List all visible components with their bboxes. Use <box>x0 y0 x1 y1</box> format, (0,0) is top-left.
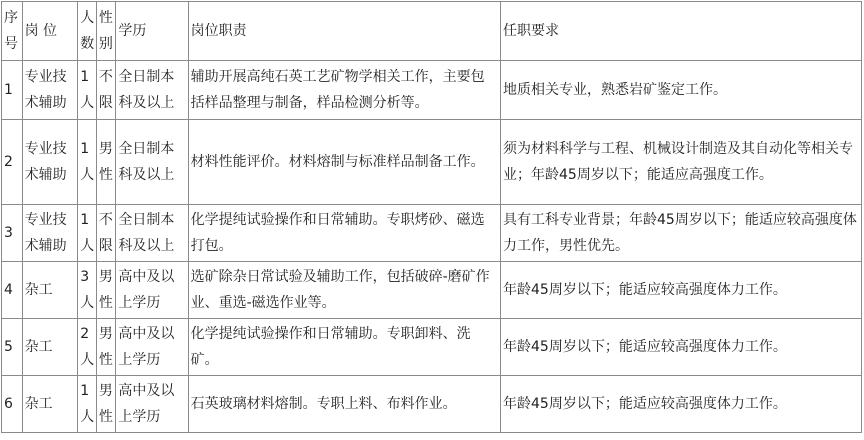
cell-requirements: 年龄45周岁以下；能适应较高强度体力工作。 <box>501 262 862 319</box>
table-header-row <box>2 2 862 61</box>
cell-position: 专业技术辅助 <box>22 205 78 262</box>
header-no: 序号 <box>2 2 23 61</box>
cell-duties: 辅助开展高纯石英工艺矿物学相关工作，主要包括样品整理与制备，样品检测分析等。 <box>188 61 500 120</box>
cell-gender: 男性 <box>96 120 116 205</box>
cell-duties: 石英玻璃材料熔制。专职上料、布料作业。 <box>188 376 500 433</box>
header-position: 岗 位 <box>22 2 78 61</box>
cell-duties: 材料性能评价。材料熔制与标准样品制备工作。 <box>188 120 500 205</box>
cell-gender: 男性 <box>96 376 116 433</box>
cell-count: 3人 <box>78 262 97 319</box>
cell-requirements: 年龄45周岁以下；能适应较高强度体力工作。 <box>501 376 862 433</box>
table-row <box>2 376 862 433</box>
cell-no: 1 <box>2 61 23 120</box>
cell-education: 高中及以上学历 <box>116 319 188 376</box>
header-count: 人数 <box>78 2 97 61</box>
cell-no: 3 <box>2 205 23 262</box>
header-education: 学历 <box>116 2 188 61</box>
cell-no: 2 <box>2 120 23 205</box>
table-row <box>2 319 862 376</box>
recruitment-table <box>1 1 862 433</box>
cell-position: 杂工 <box>22 262 78 319</box>
cell-gender: 不限 <box>96 205 116 262</box>
cell-position: 专业技术辅助 <box>22 120 78 205</box>
cell-no: 5 <box>2 319 23 376</box>
cell-count: 2人 <box>78 319 97 376</box>
cell-no: 4 <box>2 262 23 319</box>
cell-requirements: 须为材料科学与工程、机械设计制造及其自动化等相关专业；年龄45周岁以下；能适应高强度工作。 <box>501 120 862 205</box>
table-row <box>2 120 862 205</box>
cell-position: 杂工 <box>22 319 78 376</box>
cell-no: 6 <box>2 376 23 433</box>
cell-requirements: 地质相关专业，熟悉岩矿鉴定工作。 <box>501 61 862 120</box>
cell-gender: 不限 <box>96 61 116 120</box>
table-row <box>2 61 862 120</box>
cell-education: 全日制本科及以上 <box>116 205 188 262</box>
cell-gender: 男性 <box>96 319 116 376</box>
cell-count: 1人 <box>78 120 97 205</box>
cell-position: 专业技术辅助 <box>22 61 78 120</box>
cell-duties: 化学提纯试验操作和日常辅助。专职卸料、洗矿。 <box>188 319 500 376</box>
cell-count: 1人 <box>78 376 97 433</box>
cell-gender: 男性 <box>96 262 116 319</box>
cell-education: 全日制本科及以上 <box>116 120 188 205</box>
header-gender: 性别 <box>96 2 116 61</box>
header-duties: 岗位职责 <box>188 2 500 61</box>
cell-requirements: 具有工科专业背景；年龄45周岁以下；能适应较高强度体力工作，男性优先。 <box>501 205 862 262</box>
cell-requirements: 年龄45周岁以下；能适应较高强度体力工作。 <box>501 319 862 376</box>
cell-education: 高中及以上学历 <box>116 262 188 319</box>
table-row <box>2 262 862 319</box>
cell-education: 高中及以上学历 <box>116 376 188 433</box>
cell-duties: 化学提纯试验操作和日常辅助。专职烤砂、磁选打包。 <box>188 205 500 262</box>
table-row <box>2 205 862 262</box>
header-requirements: 任职要求 <box>501 2 862 61</box>
cell-count: 1人 <box>78 61 97 120</box>
cell-duties: 选矿除杂日常试验及辅助工作，包括破碎-磨矿作业、重选-磁选作业等。 <box>188 262 500 319</box>
cell-count: 1人 <box>78 205 97 262</box>
cell-position: 杂工 <box>22 376 78 433</box>
cell-education: 全日制本科及以上 <box>116 61 188 120</box>
